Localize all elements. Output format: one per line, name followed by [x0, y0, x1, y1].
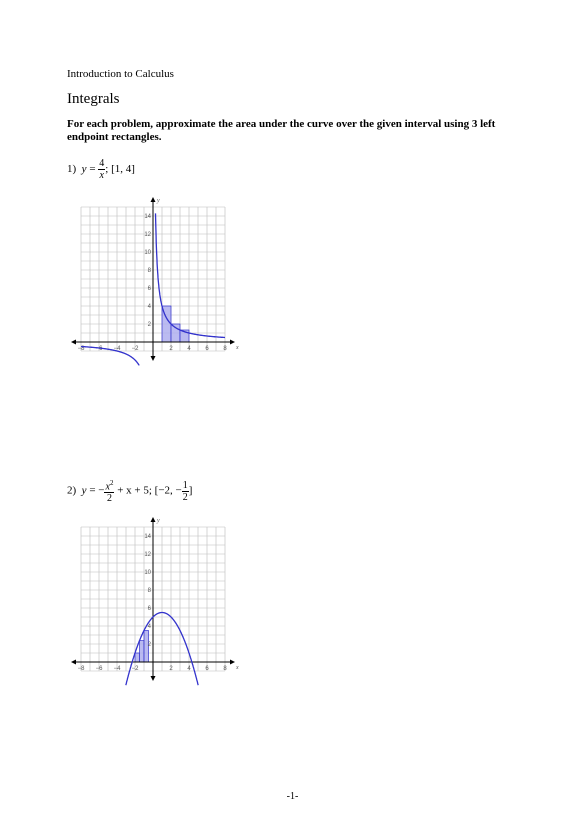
x-tick-label: 2 — [169, 666, 173, 672]
course-title: Introduction to Calculus — [67, 68, 174, 80]
x-tick-label: −2 — [131, 666, 139, 672]
y-axis-arrow — [151, 197, 156, 202]
x-axis-label: x — [236, 345, 239, 351]
graph-problem-2 — [67, 513, 257, 683]
x-axis-arrow — [71, 340, 76, 345]
x-tick-label: −4 — [113, 346, 121, 352]
y-axis-arrow — [151, 676, 156, 681]
fraction-denominator: x — [99, 170, 104, 181]
y-axis-arrow — [151, 356, 156, 361]
y-tick-label: 12 — [144, 232, 151, 238]
interval-close: ] — [188, 484, 193, 497]
fraction-numerator: 1 — [182, 479, 188, 491]
y-tick-label: 14 — [144, 214, 151, 220]
y-axis-label: y — [157, 518, 160, 524]
x-tick-label: −6 — [95, 346, 103, 352]
fraction-denominator: 2 — [106, 493, 112, 505]
x-tick-label: 6 — [205, 666, 209, 672]
x-tick-label: 8 — [223, 666, 227, 672]
instructions: For each problem, approximate the area under the curve over the given interval using 3 left endpoint rectangles. — [67, 118, 496, 143]
x-axis-arrow — [230, 340, 235, 345]
riemann-rectangle — [135, 653, 140, 662]
x-tick-label: −2 — [131, 346, 139, 352]
riemann-rectangle — [171, 324, 180, 342]
equation-rest: + x + 5; [−2, − — [114, 484, 182, 497]
y-tick-label: 6 — [147, 606, 151, 612]
x-tick-label: −4 — [113, 666, 121, 672]
fraction-numerator: 4 — [99, 158, 105, 169]
y-tick-label: 10 — [144, 250, 151, 256]
y-axis-label: y — [157, 198, 160, 204]
fraction-denominator: 2 — [182, 491, 188, 503]
problem-number: 2) — [67, 484, 77, 497]
problem-number: 1) — [67, 163, 77, 176]
x-axis-label: x — [236, 665, 239, 671]
y-tick-label: 8 — [147, 588, 151, 594]
x-tick-label: −6 — [95, 666, 103, 672]
x-axis-arrow — [71, 660, 76, 665]
graph-problem-1 — [67, 193, 257, 363]
x-tick-label: −8 — [77, 346, 85, 352]
x-tick-label: 6 — [205, 346, 209, 352]
x-tick-label: 2 — [169, 346, 173, 352]
interval: ; [1, 4] — [105, 163, 135, 176]
equation-y: y — [81, 163, 87, 176]
y-tick-label: 6 — [147, 286, 151, 292]
equation-y: y — [81, 484, 87, 497]
page-number: -1- — [286, 791, 299, 802]
riemann-rectangle — [140, 641, 145, 662]
y-tick-label: 14 — [144, 534, 151, 540]
problem-2-statement — [67, 478, 192, 504]
fraction-2 — [182, 480, 189, 503]
fraction-numerator: $x^2$ — [105, 479, 114, 493]
y-tick-label: 2 — [147, 322, 151, 328]
x-axis-arrow — [230, 660, 235, 665]
x-tick-label: 4 — [187, 346, 191, 352]
equals-sign: = — [86, 163, 99, 176]
equation-lhs: = − — [86, 484, 105, 497]
problem-1-statement — [67, 158, 135, 181]
y-tick-label: 10 — [144, 570, 151, 576]
section-heading: Integrals — [67, 91, 120, 107]
y-tick-label: 8 — [147, 268, 151, 274]
x-tick-label: 4 — [187, 666, 191, 672]
x-tick-label: −8 — [77, 666, 85, 672]
y-tick-label: 2 — [147, 642, 151, 648]
y-tick-label: 12 — [144, 552, 151, 558]
y-tick-label: 4 — [147, 624, 151, 630]
y-axis-arrow — [151, 517, 156, 522]
x-tick-label: 8 — [223, 346, 227, 352]
y-tick-label: 4 — [147, 304, 151, 310]
fraction — [104, 478, 114, 504]
